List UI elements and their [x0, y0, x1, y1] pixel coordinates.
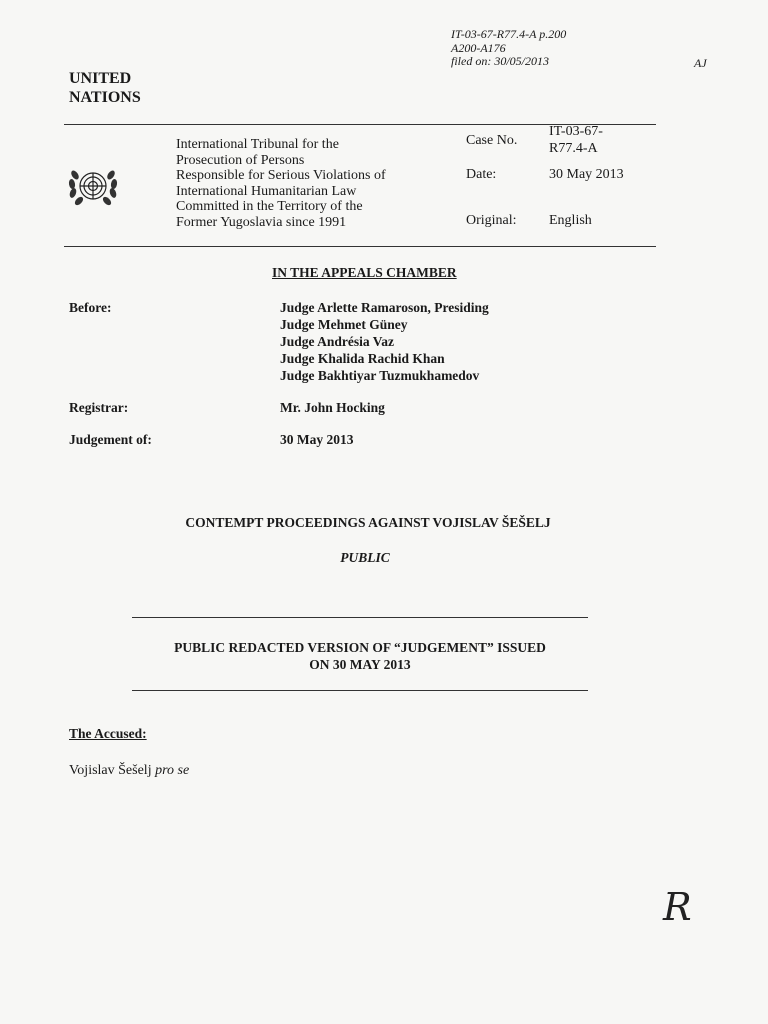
org-name-line1: UNITED	[69, 70, 132, 87]
case-number-part: IT-03-67-	[549, 124, 603, 139]
registrar-value: Mr. John Hocking	[280, 400, 385, 415]
judges-list	[280, 299, 489, 384]
chamber-heading: IN THE APPEALS CHAMBER	[272, 265, 457, 280]
tribunal-line: Prosecution of Persons	[176, 152, 305, 168]
un-emblem-icon	[66, 161, 120, 213]
proceedings-title: CONTEMPT PROCEEDINGS AGAINST VOJISLAV ŠEŠELJ	[185, 515, 551, 530]
tribunal-line: Former Yugoslavia since 1991	[176, 214, 347, 230]
tribunal-name	[176, 137, 386, 230]
original-label: Original:	[466, 213, 517, 228]
judge-item: Judge Arlette Ramaroson, Presiding	[280, 300, 489, 315]
version-line: ON 30 MAY 2013	[309, 657, 411, 672]
accused-suffix: pro se	[155, 763, 190, 778]
judge-item: Judge Andrésia Vaz	[280, 334, 395, 349]
org-name-line2: NATIONS	[69, 89, 141, 106]
tribunal-line: International Humanitarian Law	[176, 183, 357, 199]
header-rule-bottom	[64, 246, 656, 247]
handwritten-mark: R	[663, 885, 692, 929]
version-rule-bottom	[132, 690, 588, 691]
case-reference: IT-03-67-R77.4-A p.200	[451, 27, 567, 41]
registrar-label: Registrar:	[69, 400, 129, 415]
judge-item: Judge Khalida Rachid Khan	[280, 351, 445, 366]
judge-item: Judge Bakhtiyar Tuzmukhamedov	[280, 368, 480, 383]
version-rule-top	[132, 617, 588, 618]
tribunal-line: Committed in the Territory of the	[176, 199, 363, 214]
date-label: Date:	[466, 167, 497, 182]
case-number-label: Case No.	[466, 133, 518, 148]
case-number-value	[549, 123, 603, 157]
page-range: A200-A176	[451, 41, 506, 55]
public-status: PUBLIC	[340, 550, 390, 565]
tribunal-line: Responsible for Serious Violations of	[176, 168, 386, 183]
initials: AJ	[694, 56, 707, 70]
version-line: PUBLIC REDACTED VERSION OF “JUDGEMENT” ISSUED	[174, 640, 546, 655]
original-value: English	[549, 213, 592, 228]
tribunal-line: International Tribunal for the	[176, 137, 339, 152]
version-title	[132, 639, 588, 673]
before-label: Before:	[69, 300, 112, 315]
filed-date: filed on: 30/05/2013	[451, 54, 549, 68]
judgement-label: Judgement of:	[69, 432, 152, 447]
judgement-date: 30 May 2013	[280, 432, 354, 447]
accused-entry	[69, 763, 189, 779]
accused-label: The Accused:	[69, 726, 147, 741]
accused-name: Vojislav Šešelj	[69, 763, 152, 778]
case-number-part: R77.4-A	[549, 141, 598, 156]
judge-item: Judge Mehmet Güney	[280, 317, 408, 332]
date-value: 30 May 2013	[549, 167, 624, 182]
